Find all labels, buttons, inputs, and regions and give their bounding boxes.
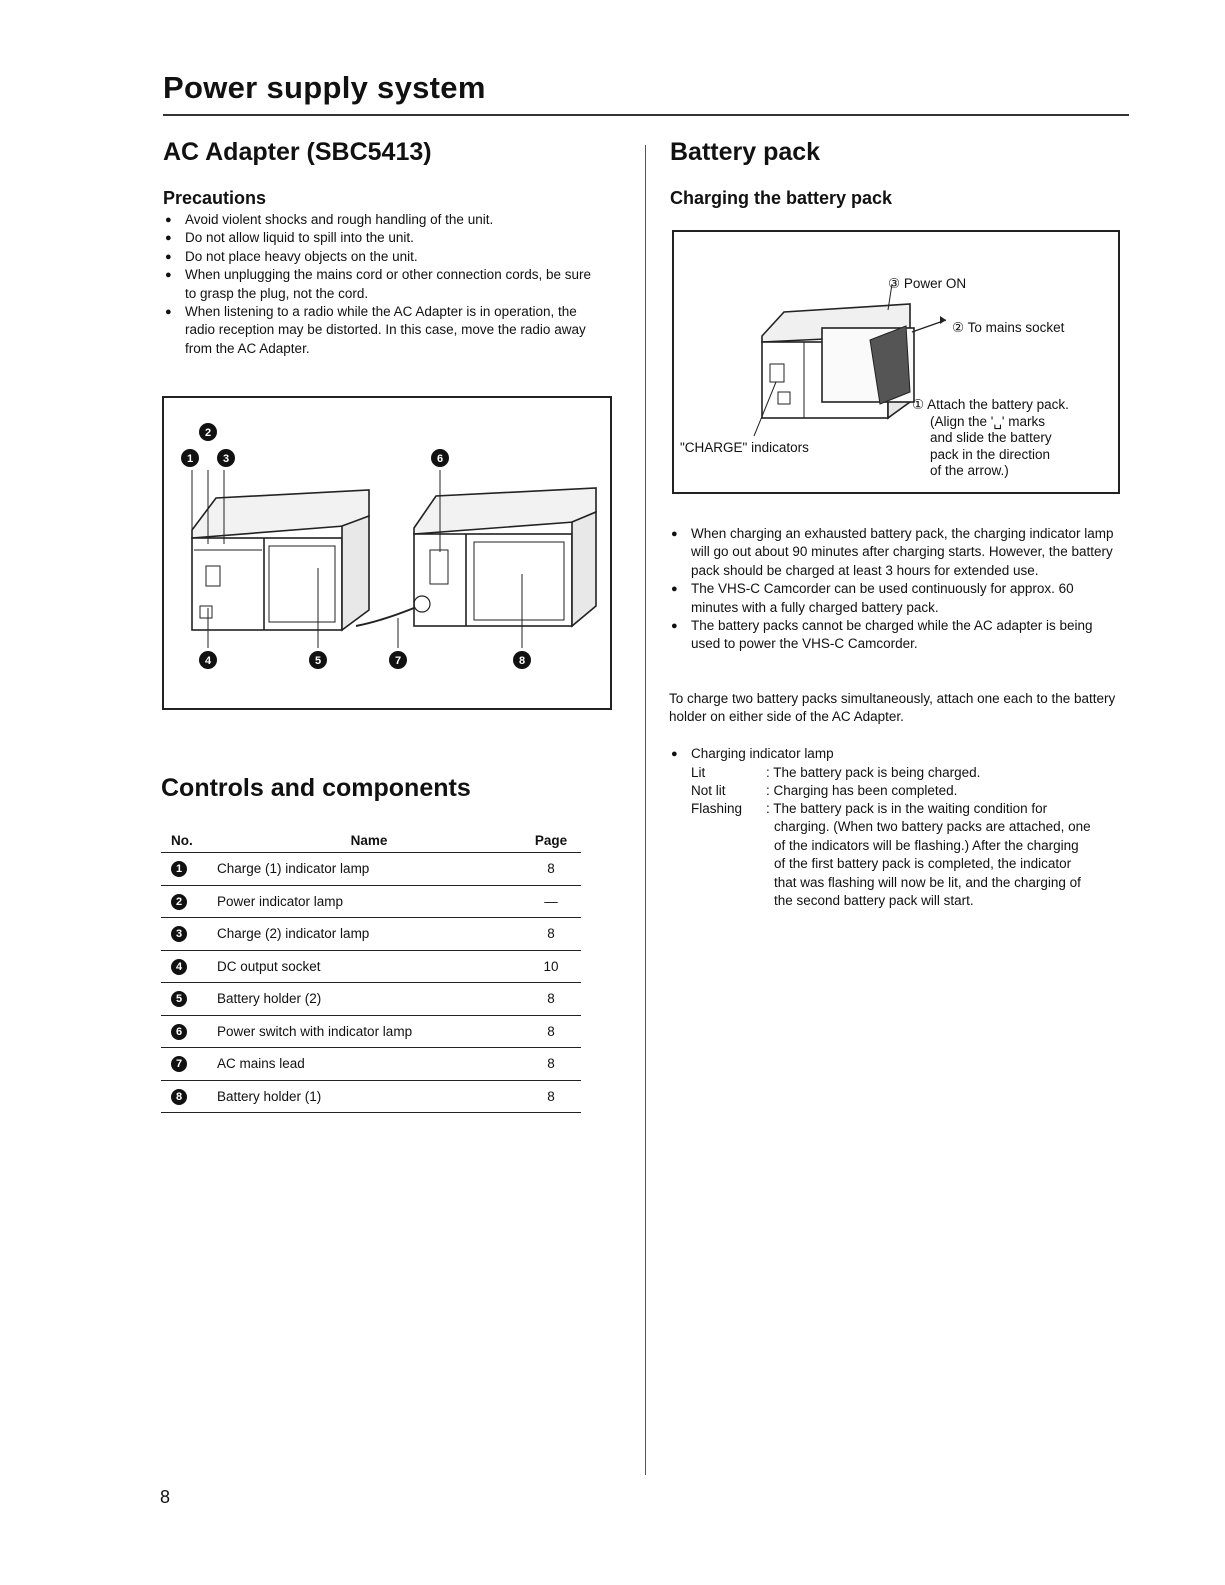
column-header-page: Page [521,828,581,853]
indicator-state-not-lit [691,782,1106,800]
row-number: 1 [171,861,187,877]
title-rule [163,114,1129,116]
attach-line: ① Attach the battery pack. [912,397,1069,412]
power-on-label: ③ Power ON [888,276,967,291]
row-name: Power switch with indicator lamp [217,1015,521,1048]
table-row [161,950,581,983]
row-page: 8 [521,1080,581,1113]
list-item: ● When charging an exhausted battery pack, the charging indicator lamp will go out about 90 minutes after charging starts. However, the battery pack should be charged at least 3 hours for extended use. [669,525,1121,580]
precautions-heading: Precautions [163,188,267,208]
table-row [161,1015,581,1048]
row-name: Battery holder (2) [217,983,521,1016]
list-item: ● The battery packs cannot be charged while the AC adapter is being used to power the VHS-C Camcorder. [669,617,1121,654]
ac-adapter-heading: AC Adapter (SBC5413) [163,138,432,166]
table-header-row [161,828,581,853]
list-item: ● The VHS-C Camcorder can be used continuously for approx. 60 minutes with a fully charged battery pack. [669,580,1121,617]
row-name: AC mains lead [217,1048,521,1081]
table-row [161,1080,581,1113]
column-header-name: Name [217,828,521,853]
row-name: Power indicator lamp [217,885,521,918]
indicator-state-desc: : The battery pack is being charged. [766,765,981,780]
list-item: ● When listening to a radio while the AC Adapter is in operation, the radio reception may be distorted. In this case, move the radio away from the AC Adapter. [163,303,603,358]
table-row [161,1048,581,1081]
attach-line: and slide the battery [930,430,1052,445]
row-page: 8 [521,1048,581,1081]
indicator-state-flashing [691,800,1092,910]
two-packs-paragraph: To charge two battery packs simultaneously, attach one each to the battery holder on either side of the AC Adapter. [669,691,1116,725]
indicator-state-lit [691,764,1106,782]
figure-num-6: 6 [436,453,444,465]
page-title: Power supply system [163,70,486,105]
list-item: ● Do not allow liquid to spill into the unit. [163,229,603,247]
list-item: ● Charging indicator lamp [669,745,1121,763]
precautions-list [163,211,603,358]
page-number: 8 [160,1487,171,1507]
row-name: Battery holder (1) [217,1080,521,1113]
row-number: 5 [171,991,187,1007]
column-header-no: No. [161,828,217,853]
attach-line: pack in the direction [930,446,1051,462]
row-page: 8 [521,853,581,886]
row-number: 8 [171,1089,187,1105]
list-item: ● When unplugging the mains cord or other connection cords, be sure to grasp the plug, not the cord. [163,266,603,303]
row-number: 4 [171,959,187,975]
row-number: 6 [171,1024,187,1040]
charging-notes-list [669,525,1121,654]
table-row [161,918,581,951]
charge-indicators-label: "CHARGE" indicators [680,440,809,455]
indicator-state-label: Flashing [691,801,743,816]
row-page: 8 [521,918,581,951]
attach-battery-label [912,397,1069,480]
charging-figure [672,230,1120,494]
table-row [161,983,581,1016]
controls-table [161,828,581,1113]
indicator-state-desc: : The battery pack is in the waiting condition for charging. (When two battery packs are attached, one of the indicators will be flashing.) After the charging of the first battery pack is completed, the indicator that was flashing will now be lit, and the charging of the second battery pack will start. [766,801,1091,909]
ac-adapter-figure [162,396,612,710]
figure-num-8: 8 [518,655,526,667]
figure-num-3: 3 [222,453,230,465]
row-name: DC output socket [217,950,521,983]
mains-socket-label: ② To mains socket [952,320,1065,335]
charging-heading: Charging the battery pack [670,188,893,208]
figure-num-4: 4 [204,655,212,667]
row-number: 2 [171,894,187,910]
ac-adapter-illustration [164,398,610,708]
indicator-state-label: Lit [691,765,706,780]
figure-num-7: 7 [394,655,402,667]
indicator-state-desc: : Charging has been completed. [766,783,958,798]
row-page: 8 [521,1015,581,1048]
indicator-lamp-list [669,745,1121,763]
attach-line: (Align the '␣' marks [930,413,1046,429]
figure-num-1: 1 [186,453,194,465]
row-name: Charge (2) indicator lamp [217,918,521,951]
controls-heading: Controls and components [161,774,471,802]
table-row [161,885,581,918]
row-page: 8 [521,983,581,1016]
row-name: Charge (1) indicator lamp [217,853,521,886]
row-page: — [521,885,581,918]
list-item: ● Avoid violent shocks and rough handling of the unit. [163,211,603,229]
figure-num-2: 2 [204,427,212,439]
row-page: 10 [521,950,581,983]
figure-num-5: 5 [314,655,322,667]
list-item: ● Do not place heavy objects on the unit. [163,248,603,266]
battery-pack-heading: Battery pack [670,138,821,166]
row-number: 7 [171,1056,187,1072]
column-divider [645,145,646,1475]
attach-line: of the arrow.) [930,463,1009,478]
table-row [161,853,581,886]
indicator-state-label: Not lit [691,783,726,798]
row-number: 3 [171,926,187,942]
